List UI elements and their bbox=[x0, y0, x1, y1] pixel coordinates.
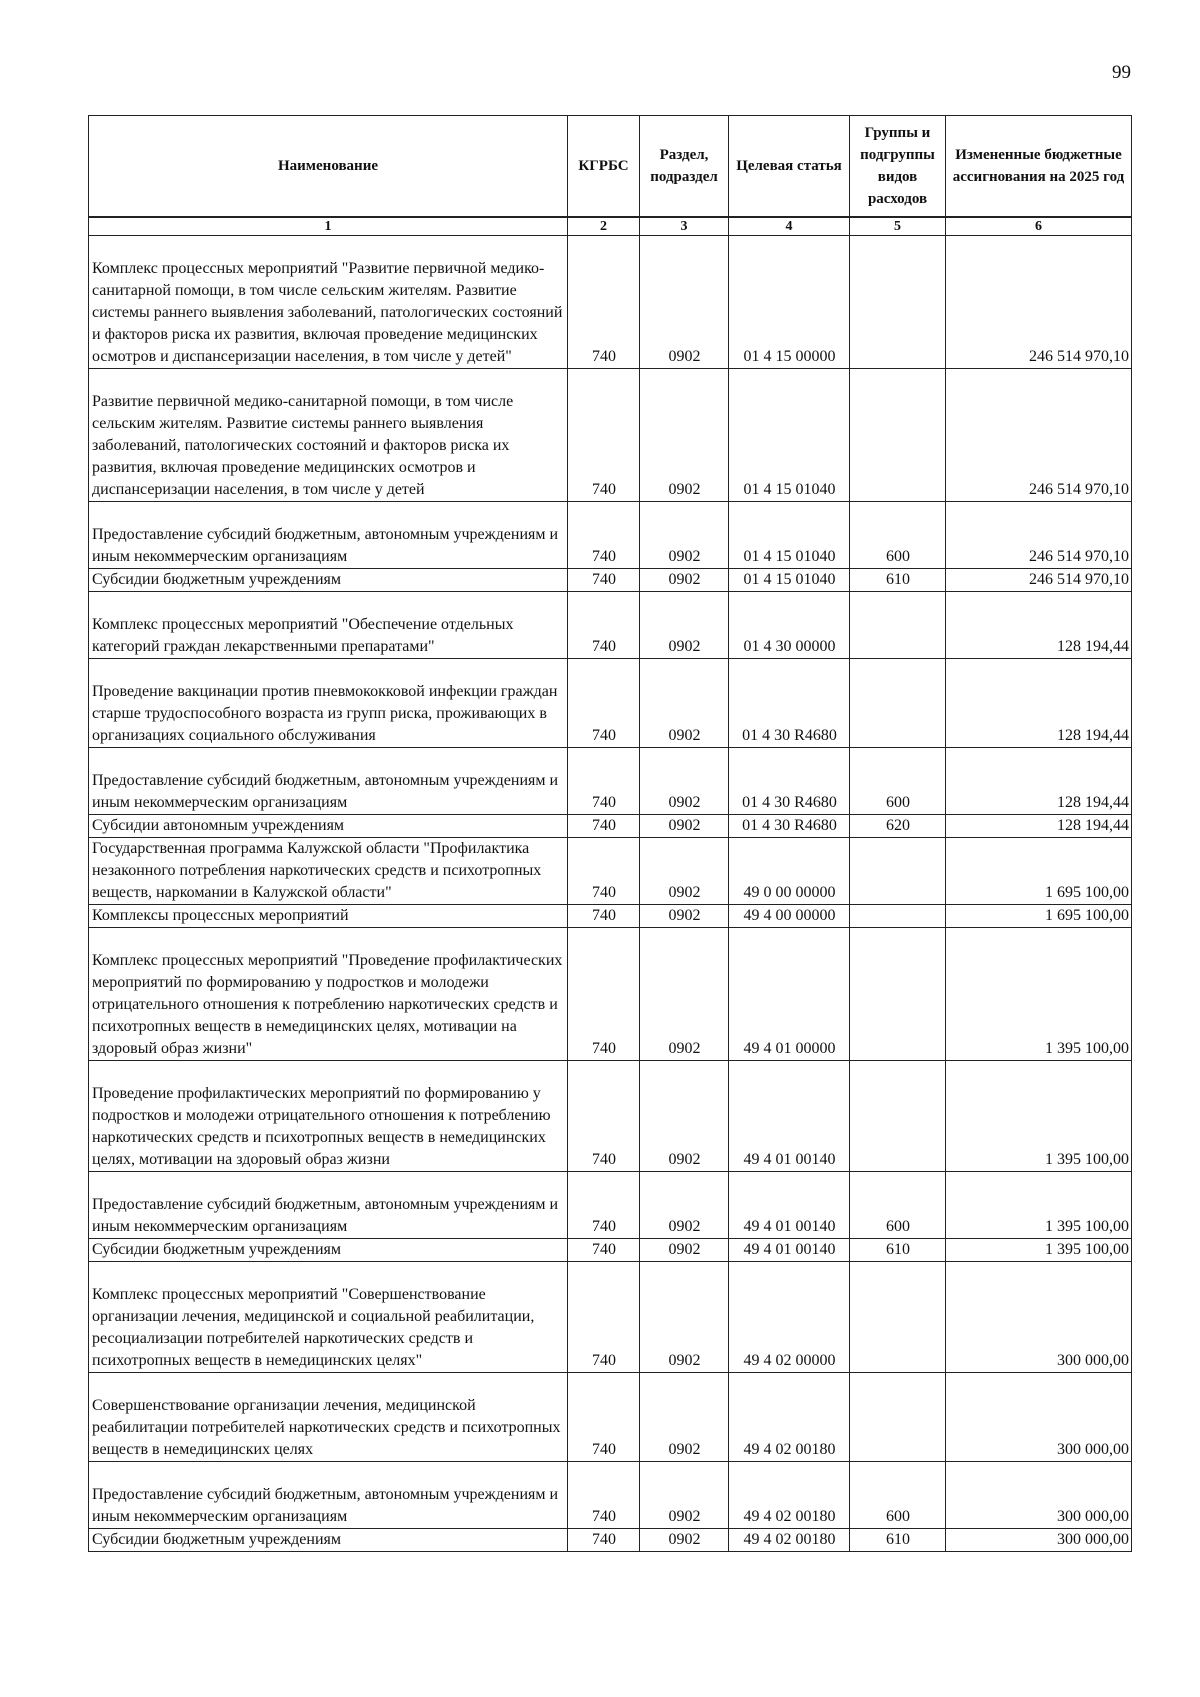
row-group: 600 bbox=[850, 1172, 946, 1239]
table-row bbox=[89, 236, 1132, 369]
budget-table bbox=[88, 115, 1132, 1552]
row-group bbox=[850, 1262, 946, 1373]
row-target: 49 4 02 00000 bbox=[729, 1262, 850, 1373]
row-name bbox=[89, 1462, 568, 1529]
table-row bbox=[89, 928, 1132, 1061]
header-group: Группы и подгруппы видов расходов bbox=[850, 116, 946, 218]
row-section: 0902 bbox=[640, 1239, 729, 1262]
row-name bbox=[89, 502, 568, 569]
row-name bbox=[89, 236, 568, 369]
row-kgrbs: 740 bbox=[568, 1462, 640, 1529]
row-name-text: Комплекс процессных мероприятий "Проведение профилактических мероприятий по формированию у подростков и молодежи отрицательного отношения к потреблению наркотических средств и психотропных веществ в немедицинских целях, мотивации на здоровый образ жизни" bbox=[92, 952, 563, 1057]
row-kgrbs: 740 bbox=[568, 1061, 640, 1172]
row-name-text: Развитие первичной медико-санитарной помощи, в том числе сельским жителям. Развитие системы раннего выявления заболеваний, патологических состояний и факторов риска их развития, включая проведение медицинских осмотров и диспансеризации населения, в том числе у детей bbox=[92, 393, 514, 498]
row-group bbox=[850, 659, 946, 748]
row-kgrbs: 740 bbox=[568, 1172, 640, 1239]
row-kgrbs: 740 bbox=[568, 905, 640, 928]
row-group bbox=[850, 928, 946, 1061]
column-number: 3 bbox=[640, 217, 729, 236]
row-section: 0902 bbox=[640, 369, 729, 502]
row-name-text: Субсидии бюджетным учреждениям bbox=[92, 1531, 341, 1548]
row-name bbox=[89, 1262, 568, 1373]
header-name: Наименование bbox=[89, 116, 568, 218]
row-amount: 128 194,44 bbox=[946, 659, 1132, 748]
row-name bbox=[89, 905, 568, 928]
row-kgrbs: 740 bbox=[568, 369, 640, 502]
table-row bbox=[89, 1462, 1132, 1529]
row-name bbox=[89, 569, 568, 592]
row-amount: 300 000,00 bbox=[946, 1462, 1132, 1529]
row-amount: 128 194,44 bbox=[946, 748, 1132, 815]
row-target: 01 4 30 R4680 bbox=[729, 748, 850, 815]
header-kgrbs: КГРБС bbox=[568, 116, 640, 218]
row-section: 0902 bbox=[640, 1529, 729, 1552]
column-number: 2 bbox=[568, 217, 640, 236]
row-name bbox=[89, 1061, 568, 1172]
row-name-text: Комплекс процессных мероприятий "Совершенствование организации лечения, медицинской и социальной реабилитации, ресоциализации потребителей наркотических средств и психотропных веществ в немедицинских целях" bbox=[92, 1286, 535, 1369]
row-amount: 1 695 100,00 bbox=[946, 838, 1132, 905]
row-amount: 1 395 100,00 bbox=[946, 1172, 1132, 1239]
row-amount: 1 395 100,00 bbox=[946, 1239, 1132, 1262]
row-target: 49 4 01 00000 bbox=[729, 928, 850, 1061]
row-amount: 246 514 970,10 bbox=[946, 369, 1132, 502]
table-row bbox=[89, 905, 1132, 928]
row-group bbox=[850, 838, 946, 905]
row-target: 49 4 02 00180 bbox=[729, 1529, 850, 1552]
row-group bbox=[850, 236, 946, 369]
row-name-text: Предоставление субсидий бюджетным, автономным учреждениям и иным некоммерческим организациям bbox=[92, 772, 559, 811]
table-row bbox=[89, 838, 1132, 905]
row-name bbox=[89, 748, 568, 815]
row-group bbox=[850, 592, 946, 659]
row-target: 01 4 15 01040 bbox=[729, 369, 850, 502]
header-row bbox=[89, 116, 1132, 218]
row-section: 0902 bbox=[640, 1061, 729, 1172]
row-target: 49 4 00 00000 bbox=[729, 905, 850, 928]
row-name-text: Комплекс процессных мероприятий "Развитие первичной медико-санитарной помощи, в том числе сельским жителям. Развитие системы раннего выявления заболеваний, патологических состояний и факторов риска их развития, включая проведение медицинских осмотров и диспансеризации населения, в том числе у детей" bbox=[92, 260, 563, 365]
table-row bbox=[89, 748, 1132, 815]
column-number: 1 bbox=[89, 217, 568, 236]
column-number: 5 bbox=[850, 217, 946, 236]
row-name-text: Предоставление субсидий бюджетным, автономным учреждениям и иным некоммерческим организациям bbox=[92, 1196, 559, 1235]
row-group bbox=[850, 905, 946, 928]
row-section: 0902 bbox=[640, 502, 729, 569]
row-name-text: Комплексы процессных мероприятий bbox=[92, 907, 349, 924]
row-amount: 128 194,44 bbox=[946, 592, 1132, 659]
table-row bbox=[89, 815, 1132, 838]
row-section: 0902 bbox=[640, 569, 729, 592]
row-amount: 246 514 970,10 bbox=[946, 569, 1132, 592]
row-section: 0902 bbox=[640, 1262, 729, 1373]
row-name-text: Совершенствование организации лечения, медицинской реабилитации потребителей наркотических средств и психотропных веществ в немедицинских целях bbox=[92, 1397, 561, 1458]
row-group: 610 bbox=[850, 1239, 946, 1262]
row-section: 0902 bbox=[640, 838, 729, 905]
header-section: Раздел, подраздел bbox=[640, 116, 729, 218]
column-number-row bbox=[89, 217, 1132, 236]
table-row bbox=[89, 659, 1132, 748]
column-number: 6 bbox=[946, 217, 1132, 236]
row-name-text: Субсидии автономным учреждениям bbox=[92, 817, 345, 834]
row-section: 0902 bbox=[640, 236, 729, 369]
column-number: 4 bbox=[729, 217, 850, 236]
row-group: 610 bbox=[850, 569, 946, 592]
table-row bbox=[89, 569, 1132, 592]
header-target: Целевая статья bbox=[729, 116, 850, 218]
row-group bbox=[850, 369, 946, 502]
row-amount: 246 514 970,10 bbox=[946, 502, 1132, 569]
row-amount: 246 514 970,10 bbox=[946, 236, 1132, 369]
row-kgrbs: 740 bbox=[568, 838, 640, 905]
row-section: 0902 bbox=[640, 592, 729, 659]
row-section: 0902 bbox=[640, 905, 729, 928]
row-section: 0902 bbox=[640, 659, 729, 748]
table-row bbox=[89, 592, 1132, 659]
row-target: 49 4 01 00140 bbox=[729, 1061, 850, 1172]
row-group: 620 bbox=[850, 815, 946, 838]
table-row bbox=[89, 1061, 1132, 1172]
table-row bbox=[89, 1373, 1132, 1462]
row-name bbox=[89, 592, 568, 659]
row-name bbox=[89, 1239, 568, 1262]
row-kgrbs: 740 bbox=[568, 748, 640, 815]
row-target: 01 4 15 01040 bbox=[729, 502, 850, 569]
row-name-text: Государственная программа Калужской области "Профилактика незаконного потребления наркотических средств и психотропных веществ, наркомании в Калужской области" bbox=[92, 840, 542, 901]
row-kgrbs: 740 bbox=[568, 236, 640, 369]
row-kgrbs: 740 bbox=[568, 1529, 640, 1552]
row-name bbox=[89, 1529, 568, 1552]
row-group bbox=[850, 1061, 946, 1172]
row-group: 610 bbox=[850, 1529, 946, 1552]
row-kgrbs: 740 bbox=[568, 928, 640, 1061]
row-target: 49 4 02 00180 bbox=[729, 1462, 850, 1529]
row-target: 01 4 15 01040 bbox=[729, 569, 850, 592]
row-amount: 128 194,44 bbox=[946, 815, 1132, 838]
row-section: 0902 bbox=[640, 928, 729, 1061]
row-target: 49 0 00 00000 bbox=[729, 838, 850, 905]
row-name bbox=[89, 369, 568, 502]
table-row bbox=[89, 1239, 1132, 1262]
row-kgrbs: 740 bbox=[568, 569, 640, 592]
row-kgrbs: 740 bbox=[568, 502, 640, 569]
row-group: 600 bbox=[850, 502, 946, 569]
row-section: 0902 bbox=[640, 1462, 729, 1529]
table-row bbox=[89, 502, 1132, 569]
table-row bbox=[89, 1262, 1132, 1373]
table-row bbox=[89, 1172, 1132, 1239]
page-number: 99 bbox=[1112, 62, 1131, 83]
row-target: 01 4 30 00000 bbox=[729, 592, 850, 659]
row-kgrbs: 740 bbox=[568, 659, 640, 748]
row-target: 49 4 01 00140 bbox=[729, 1239, 850, 1262]
row-target: 49 4 02 00180 bbox=[729, 1373, 850, 1462]
row-name bbox=[89, 815, 568, 838]
row-name-text: Комплекс процессных мероприятий "Обеспечение отдельных категорий граждан лекарственными препаратами" bbox=[92, 616, 514, 655]
row-name bbox=[89, 838, 568, 905]
row-group: 600 bbox=[850, 748, 946, 815]
row-group bbox=[850, 1373, 946, 1462]
row-name bbox=[89, 1172, 568, 1239]
row-section: 0902 bbox=[640, 1373, 729, 1462]
row-target: 01 4 30 R4680 bbox=[729, 815, 850, 838]
row-name-text: Проведение профилактических мероприятий по формированию у подростков и молодежи отрицательного отношения к потреблению наркотических средств и психотропных веществ в немедицинских целях, мотивации на здоровый образ жизни bbox=[92, 1085, 551, 1168]
row-section: 0902 bbox=[640, 748, 729, 815]
row-kgrbs: 740 bbox=[568, 592, 640, 659]
row-kgrbs: 740 bbox=[568, 815, 640, 838]
row-kgrbs: 740 bbox=[568, 1239, 640, 1262]
row-target: 01 4 15 00000 bbox=[729, 236, 850, 369]
row-amount: 300 000,00 bbox=[946, 1529, 1132, 1552]
row-kgrbs: 740 bbox=[568, 1262, 640, 1373]
row-kgrbs: 740 bbox=[568, 1373, 640, 1462]
row-name-text: Предоставление субсидий бюджетным, автономным учреждениям и иным некоммерческим организациям bbox=[92, 526, 559, 565]
row-amount: 300 000,00 bbox=[946, 1373, 1132, 1462]
row-name-text: Предоставление субсидий бюджетным, автономным учреждениям и иным некоммерческим организациям bbox=[92, 1486, 559, 1525]
row-name bbox=[89, 928, 568, 1061]
row-section: 0902 bbox=[640, 1172, 729, 1239]
table-row bbox=[89, 1529, 1132, 1552]
row-target: 49 4 01 00140 bbox=[729, 1172, 850, 1239]
row-group: 600 bbox=[850, 1462, 946, 1529]
row-amount: 1 395 100,00 bbox=[946, 928, 1132, 1061]
header-amount: Измененные бюджетные ассигнования на 2025 год bbox=[946, 116, 1132, 218]
row-name-text: Субсидии бюджетным учреждениям bbox=[92, 1241, 341, 1258]
row-target: 01 4 30 R4680 bbox=[729, 659, 850, 748]
row-section: 0902 bbox=[640, 815, 729, 838]
row-name bbox=[89, 1373, 568, 1462]
table-row bbox=[89, 369, 1132, 502]
row-amount: 1 395 100,00 bbox=[946, 1061, 1132, 1172]
row-amount: 300 000,00 bbox=[946, 1262, 1132, 1373]
row-name-text: Субсидии бюджетным учреждениям bbox=[92, 571, 341, 588]
row-name bbox=[89, 659, 568, 748]
row-name-text: Проведение вакцинации против пневмококковой инфекции граждан старше трудоспособного возраста из групп риска, проживающих в организациях социального обслуживания bbox=[92, 683, 558, 744]
row-amount: 1 695 100,00 bbox=[946, 905, 1132, 928]
